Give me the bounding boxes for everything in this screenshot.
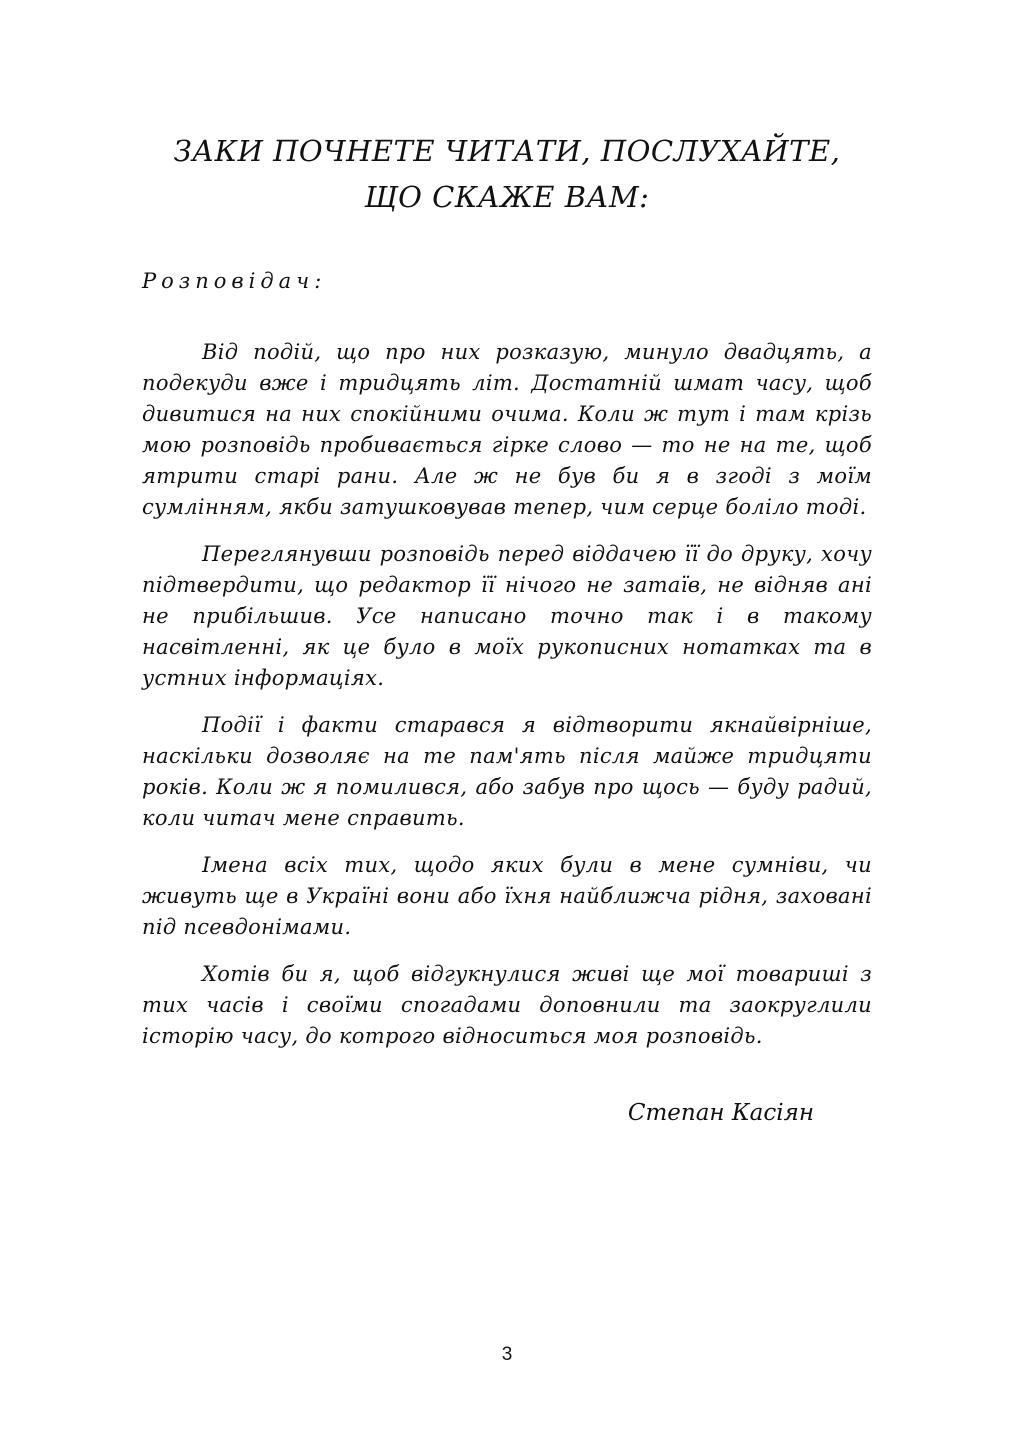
body-text: [142, 337, 872, 1068]
page-number: 3: [501, 1344, 513, 1365]
speaker-label: Розповідач:: [142, 269, 327, 293]
author-signature: Степан Касіян: [627, 1100, 814, 1126]
title-line-2: ЩО СКАЖЕ ВАМ:: [364, 180, 650, 214]
page-title: [140, 128, 874, 220]
title-line-1: ЗАКИ ПОЧНЕТЕ ЧИТАТИ, ПОСЛУХАЙТЕ,: [173, 134, 841, 168]
paragraph-4: Імена всіх тих, щодо яких були в мене сумніви, чи живуть ще в Україні вони або їхня найближча рідня, заховані під псевдонімами.: [142, 853, 872, 939]
paragraph-2: Переглянувши розповідь перед віддачею її до друку, хочу підтвердити, що редактор її нічого не затаїв, не відняв ані не прибільшив. Усе написано точно так і в такому насвітленні, як це було в моїх рукописних нотатках та в устних інформаціях.: [142, 542, 872, 690]
paragraph-5: Хотів би я, щоб відгукнулися живі ще мої товариші з тих часів і своїми спогадами доповнили та заокруглили історію часу, до котрого відноситься моя розповідь.: [142, 962, 872, 1048]
paragraph-1: Від подій, що про них розказую, минуло двадцять, а подекуди вже і тридцять літ. Достатній шмат часу, щоб дивитися на них спокійними очима. Коли ж тут і там крізь мою розповідь пробивається гірке слово — то не на те, щоб ятрити старі рани. Але ж не був би я в згоді з моїм сумлінням, якби затушковував тепер, чим серце боліло тоді.: [142, 340, 872, 519]
paragraph-3: Події і факти старався я відтворити якнайвірніше, наскільки дозволяє на те пам'ять після майже тридцяти років. Коли ж я помилився, або забув про щось — буду радий, коли читач мене справить.: [142, 713, 872, 830]
